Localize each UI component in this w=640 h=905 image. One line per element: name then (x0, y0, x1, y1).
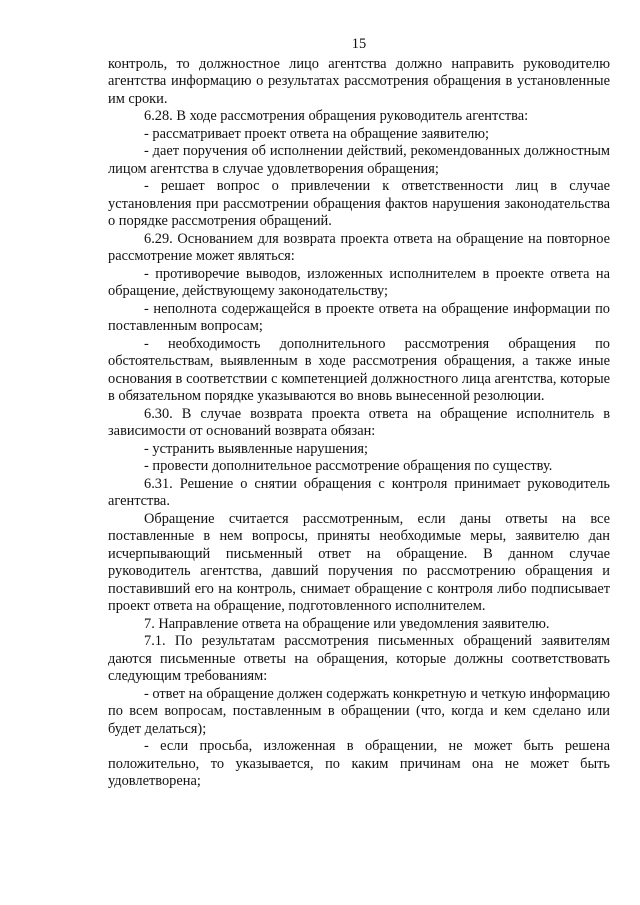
page-number: 15 (351, 36, 367, 52)
paragraph: - дает поручения об исполнении действий, рекомендованных должностным лицом агентства в случае удовлетворения обращения; (108, 143, 610, 177)
paragraph: - неполнота содержащейся в проекте ответа на обращение информации по поставленным вопросам; (108, 300, 610, 334)
paragraph: - рассматривает проект ответа на обращение заявителю; (144, 125, 490, 142)
paragraph: - решает вопрос о привлечении к ответственности лиц в случае установления при рассмотрении обращения фактов нарушения законодательства о порядке рассмотрения обращений. (108, 178, 610, 229)
paragraph: 7. Направление ответа на обращение или уведомления заявителю. (144, 615, 550, 632)
paragraph: - провести дополнительное рассмотрение обращения по существу. (144, 458, 553, 474)
paragraph: 6.29. Основанием для возврата проекта ответа на обращение на повторное рассмотрение может являться: (108, 230, 610, 264)
document-body (108, 56, 610, 791)
paragraph: 6.30. В случае возврата проекта ответа на обращение исполнитель в зависимости от оснований возврата обязан: (108, 405, 610, 439)
paragraph: 6.31. Решение о снятии обращения с контроля принимает руководитель агентства. (108, 475, 610, 509)
paragraph: 7.1. По результатам рассмотрения письменных обращений заявителям даются письменные ответы на обращения, которые должны соответствовать следующим требованиям: (108, 633, 610, 684)
paragraph: Обращение считается рассмотренным, если даны ответы на все поставленные в нем вопросы, приняты необходимые меры, заявителю дан исчерпывающий письменный ответ на обращение. В данном случае руководитель агентства, давший поручения по рассмотрению обращения и поставивший его на контроль, снимает обращение с контроля либо подписывает проект ответа на обращение, подготовленного исполнителем. (108, 510, 610, 614)
paragraph: - если просьба, изложенная в обращении, не может быть решена положительно, то указывается, по каким причинам она не может быть удовлетворена; (108, 738, 610, 789)
paragraph: - ответ на обращение должен содержать конкретную и четкую информацию по всем вопросам, поставленным в обращении (что, когда и кем сделано или будет делаться); (108, 685, 610, 737)
paragraph: - устранить выявленные нарушения; (144, 440, 368, 457)
paragraph: - необходимость дополнительного рассмотрения обращения по обстоятельствам, выявленным в ходе рассмотрения обращения, а также иные основания в соответствии с компетенцией должностного лица агентства, которые в обязательном порядке указываются во вновь вынесенной резолюции. (108, 335, 610, 404)
document-page (108, 36, 610, 791)
paragraph: - противоречие выводов, изложенных исполнителем в проекте ответа на обращение, действующему законодательству; (108, 265, 610, 299)
paragraph: контроль, то должностное лицо агентства должно направить руководителю агентства информацию о результатах рассмотрения обращения в установленные им сроки. (108, 55, 610, 107)
paragraph: 6.28. В ходе рассмотрения обращения руководитель агентства: (144, 108, 529, 124)
